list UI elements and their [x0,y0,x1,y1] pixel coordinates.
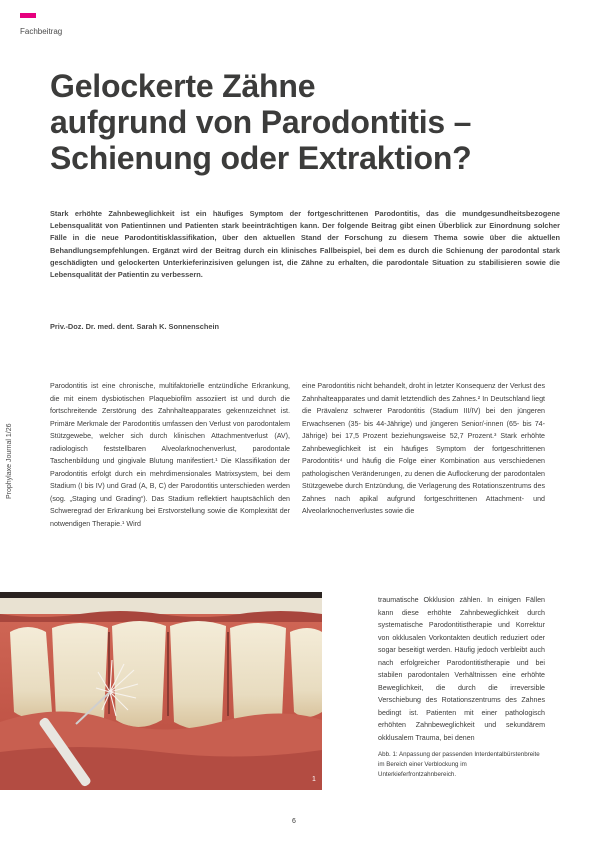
title-line: Schienung oder Extraktion? [50,140,472,176]
section-label: Fachbeitrag [20,27,63,36]
article-title [50,68,570,176]
author-line: Priv.-Doz. Dr. med. dent. Sarah K. Sonnenschein [50,322,220,331]
journal-issue-label: Prophylaxe Journal 1/26 [6,423,13,499]
figure-number: 1 [312,776,316,783]
body-column-1: Parodontitis ist eine chronische, multifaktorielle entzündliche Erkrankung, die mit einem dysbiotischen Plaquebiofilm assoziiert ist und durch die fortschreitende Zerstörung des Zahnhalteapparates gekennzeichnet ist. Primäre Merkmale der Parodontitis umfassen den Verlust von parodontalem Stützgewebe, welcher sich durch klinischen Attachmentverlust (AV), radiologisch feststellbaren Alveolarknochenverlust, parodontale Taschenbildung und gingivale Blutung manifestiert.¹ Die Klassifikation der Parodontitis erfolgt durch ein mehrdimensionales Matrixsystem, bei dem Stadium (I bis IV) und Grad (A, B, C) der Parodontitis unterschieden werden (sog. „Staging und Grading“). Das Stadium reflektiert hauptsächlich den Schweregrad der Erkrankung bei Erstvorstellung sowie die Komplexität der notwendigen Therapie.¹ Wird [50,382,290,528]
page-number: 6 [292,818,296,825]
body-column-2-bottom: traumatische Okklusion zählen. In einigen Fällen kann diese erhöhte Zahnbeweglichkeit durch systematische Parodontitistherapie und Korrektur von okklusalen Vorkontakten deutlich reduziert oder sogar beseitigt werden. Häufig jedoch verbleibt auch nach erfolgreicher Parodontitistherapie und bei stabilen parodontalen Verhältnissen eine erhöhte Beweglichkeit, die durch die irreversible Verschiebung des Rotationszentrums des Zahnes bedingt ist. Patienten mit einer pathologisch erhöhten Zahnbeweglichkeit und sekundärem okklusalem Trauma, bei denen [378,596,545,742]
lead-paragraph: Stark erhöhte Zahnbeweglichkeit ist ein häufiges Symptom der fortgeschrittenen Parodontitis, das die mundgesundheitsbezogene Lebensqualität von Patientinnen und Patienten stark beeinträchtigen kann. Der folgende Beitrag gibt einen Überblick zur Einordnung solcher Fälle in die neue Parodontitisklassifikation, über den aktuellen Stand der Forschung zu diesem Thema sowie über die aktuellen Behandlungsempfehlungen. Ergänzt wird der Beitrag durch ein klinisches Fallbeispiel, bei dem es durch die Schienung der parodontal stark geschädigten und gelockerten Unterkieferinzisiven gelungen ist, die Zähne zu erhalten, die parodontale Situation zu stabilisieren sowie die Lebensqualität der Patientin zu verbessern. [50,209,560,280]
clinical-photo [0,592,322,790]
title-line: aufgrund von Parodontitis – [50,104,472,140]
figure-caption: Abb. 1: Anpassung der passenden Interdentalbürstenbreite im Bereich einer Verblockung im Unterkieferfrontzahnbereich. [378,751,540,778]
teeth-illustration [0,592,322,790]
title-line: Gelockerte Zähne [50,68,316,104]
accent-bar [20,13,36,18]
body-column-2-top: eine Parodontitis nicht behandelt, droht in letzter Konsequenz der Verlust des Zahnhalteapparates und damit letztendlich des Zahnes.² In Deutschland liegt die Prävalenz schwerer Parodontitis (Stadium III/IV) bei den jüngeren Erwachsenen (35- bis 44-Jährige) und jüngeren Senior/-innen (65- bis 74-Jährige) bei 17,5 Prozent beziehungsweise 52,7 Prozent.³ Stark erhöhte Zahnbeweglichkeit ist ein häufiges Symptom der fortgeschrittenen Parodontitis⁴ und häufig die Folge einer Kombination aus verschiedenen pathologischen Veränderungen, zu denen die Auflockerung der parodontalen Stützgewebe durch Entzündung, die Verlagerung des Rotationszentrums des Zahnes nach apikal aufgrund fortgeschrittenen Attachment- und Alveolarknochenverlustes sowie die [302,382,545,515]
